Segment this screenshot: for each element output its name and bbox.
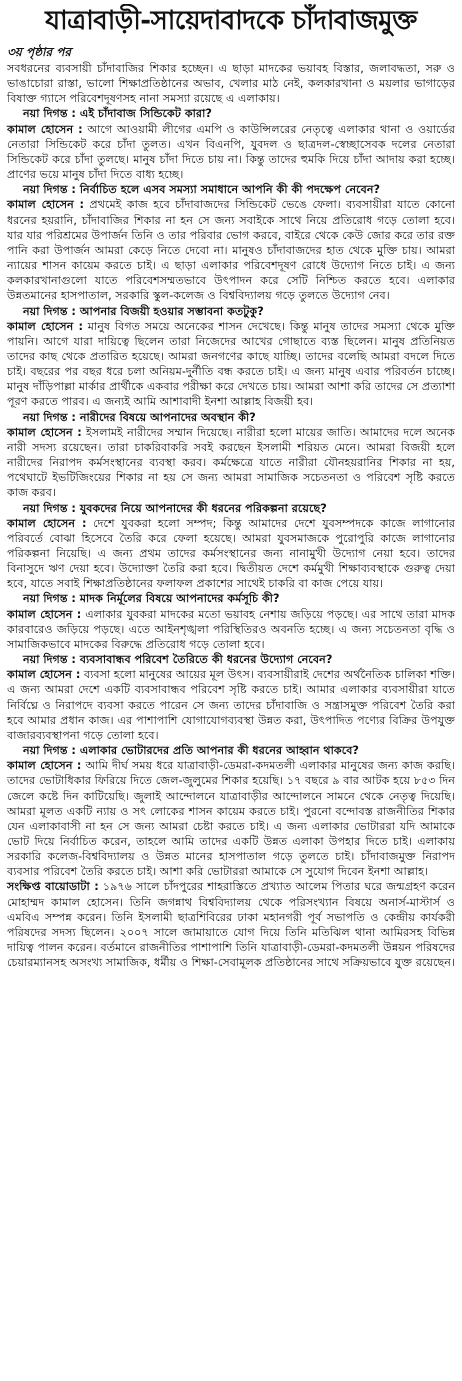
- answer-text: ইসলামই নারীদের সম্মান দিয়েছে। নারীরা হলো মায়ের জাতি। আমাদের দলে অনেক নারী সদস্য রয়েছেন। তারা চাকরিবাকরি সবই করছেন ইসলামী শরিয়ত মেনে। আমরা বিজয়ী হলে নারীদের নিরাপদ কর্মসংস্থানের ব্যবস্থা করব। কর্মক্ষেত্রে যাতে নারীরা যৌনহয়রানির শিকার না হয়, পথেঘাটে ইভটিজিংয়ের শিকার না হয় সে জন্য আমরা সামাজিক সচেতনতা ও পরিবেশ সৃষ্টি করতে কাজ করব।: [7, 425, 455, 500]
- speaker-label: সংক্ষিপ্ত বায়োডাটা :: [7, 880, 99, 894]
- question-text: যুবকদের নিয়ে আপনাদের কী ধরনের পরিকল্পনা রয়েছে?: [79, 501, 327, 515]
- speaker-label: নয়া দিগন্ত :: [23, 107, 76, 121]
- speaker-label: কামাল হোসেন :: [7, 759, 82, 773]
- intro-paragraph: সবধরনের ব্যবসায়ী চাঁদাবাজির শিকার হচ্ছেন। এ ছাড়া মাদকের ভয়াবহ বিস্তার, জলাবদ্ধতা, সরু ও ভাঙাচোরা রাস্তা, ভালো শিক্ষাপ্রতিষ্ঠানের অভাব, খেলার মাঠ নেই, কলকারখানা ও ময়লার ভাগাড়ের বিষাক্ত গ্যাসে পরিবেশদূষণসহ নানা সমস্যা রয়েছে এ এলাকায়।: [7, 62, 455, 106]
- speaker-label: কামাল হোসেন :: [7, 425, 82, 439]
- speaker-label: কামাল হোসেন :: [7, 122, 83, 136]
- answer-text: মানুষ বিগত সময়ে অনেকের শাসন দেখেছে। কিন্তু মানুষ তাদের সমস্যা থেকে মুক্তি পায়নি। আগে যারা দায়িত্বে ছিলেন তারা নিজেদের আখের গোছাতে ব্যস্ত ছিলেন। মানুষ প্রতিনিয়ত তাদের কাছ থেকে প্রতারিত হয়েছে। আমরা জনগণের কাছে যাচ্ছি। তাদের বলেছি আমরা বদলে দিতে চাই। বছরের পর বছর ধরে চলা অনিয়ম-দুর্নীতি বন্ধ করতে চাই। এ জন্য মানুষ এবার পরিবর্তন চাচ্ছে। মানুষ দাঁড়িপাল্লা মার্কার প্রার্থীকে একবার পরীক্ষা করে দেখতে চায়। আমরা আশা করি তাদের সে প্রত্যাশা পূরণ করতে পারব। এ জন্যই আমি আশাবাদী ইনশা আল্লাহ বিজয়ী হব।: [7, 319, 455, 409]
- question-text: এলাকার ভোটারদের প্রতি আপনার কী ধরনের আহ্বান থাকবে?: [79, 744, 359, 758]
- speaker-label: নয়া দিগন্ত :: [23, 653, 76, 667]
- speaker-label: কামাল হোসেন :: [7, 516, 87, 530]
- interview-question: [7, 501, 455, 516]
- answer-text: আমি দীর্ঘ সময় ধরে যাত্রাবাড়ী-ডেমরা-কদমতলী এলাকার মানুষের জন্য কাজ করছি। তাদের ভোটাধিকার ফিরিয়ে দিতে জেল-জুলুমের শিকার হয়েছি। ১৭ বছরে ৯ বার আটক হয়ে ৮৫৩ দিন জেলে কষ্টে দিন কাটিয়েছি। জুলাই আন্দোলনে যাত্রাবাড়ীর আন্দোলনে সামনে থেকে নেতৃত্ব দিয়েছি। আমরা মূলত একটি ন্যায় ও সৎ লোকের শাসন কায়েম করতে চাই। পুরনো বন্দোবস্ত রাজনীতির শিকার যেন এলাকাবাসী না হন সে জন্য আমরা চেষ্টা করতে চাই। এ জন্য এলাকার ভোটাররা যদি আমাকে ভোট দিয়ে নির্বাচিত করেন, তাহলে আমি তাদের একটি উন্নত এলাকা উপহার দিতে চাই। এলাকায় সরকারি কলেজ-বিশ্ববিদ্যালয় ও উন্নত মানের হাসপাতাল গড়ে তুলতে চাই। চাঁদাবাজমুক্ত নিরাপদ ব্যবসার পরিবেশ তৈরি করতে চাই। আশা করি ভোটাররা আমাকে সে সুযোগ দিবেন ইনশা আল্লাহ।: [7, 759, 455, 879]
- interview-answer: [7, 879, 455, 970]
- interview-list: [7, 106, 455, 970]
- interview-answer: [7, 516, 455, 592]
- interview-answer: [7, 607, 455, 652]
- speaker-label: নয়া দিগন্ত :: [23, 304, 76, 318]
- interview-question: [7, 652, 455, 667]
- interview-answer: [7, 197, 455, 303]
- speaker-label: কামাল হোসেন :: [7, 607, 82, 621]
- interview-question: [7, 304, 455, 319]
- interview-question: [7, 106, 455, 121]
- question-text: এই চাঁদাবাজ সিন্ডিকেট কারা?: [79, 107, 212, 121]
- continued-from-note: ৩য় পৃষ্ঠার পর: [7, 45, 72, 59]
- headline: যাত্রাবাড়ী-সায়েদাবাদকে চাঁদাবাজমুক্ত: [45, 6, 417, 36]
- answer-text: আগে আওয়ামী লীগের এমপি ও কাউন্সিলরের নেতৃত্বে এলাকার থানা ও ওয়ার্ডের নেতারা সিন্ডিকেট করে চাঁদা তুলত। এখন বিএনপি, যুবদল ও ছাত্রদল-স্বেচ্ছাসেবক দলের নেতারা সিন্ডিকেট করে চাঁদা তুলছে। মানুষ চাঁদা দিতে চায় না। কিন্তু তাদের হুমকি দিয়ে চাঁদা আদায় করা হচ্ছে। প্রাণের ভয়ে মানুষ চাঁদা দিতে বাধ্য হচ্ছে।: [7, 122, 455, 182]
- answer-text: ১৯৭৬ সালে চাঁদপুরের শাহরাস্তিতে প্রখ্যাত আলেম পিতার ঘরে জন্মগ্রহণ করেন মোহাম্মদ কামাল হোসেন। তিনি জগন্নাথ বিশ্ববিদ্যালয় থেকে পরিসংখ্যান বিষয়ে অনার্স-মাস্টার্স ও এমবিএ সম্পন্ন করেন। তিনি ইসলামী ছাত্রশিবিরের ঢাকা মহানগরী পূর্ব সভাপতি ও কেন্দ্রীয় কার্যকরী পরিষদের সদস্য ছিলেন। ২০০৭ সালে জামায়াতে যোগ দিয়ে তিনি মতিঝিল থানা আমিরসহ বিভিন্ন দায়িত্ব পালন করেন। বর্তমানে রাজনীতির পাশাপাশি তিনি যাত্রাবাড়ী-ডেমরা-কদমতলী উন্নয়ন পরিষদের চেয়ারম্যানসহ অসংখ্য সামাজিক, ধর্মীয় ও শিক্ষা-সেবামূলক প্রতিষ্ঠানের সাথে সক্রিয়ভাবে যুক্ত রয়েছেন।: [7, 880, 456, 970]
- interview-answer: [7, 425, 455, 501]
- answer-text: দেশে যুবকরা হলো সম্পদ; কিন্তু আমাদের দেশে যুবসম্পদকে কাজে লাগানোর পরিবর্তে বোঝা হিসেবে তৈরি করে ফেলা হয়েছে। আমরা যুবসমাজকে পুরোপুরি কাজে লাগানোর পরিকল্পনা নিয়েছি। এ জন্য প্রথম তাদের কর্মসংস্থানের জন্য নানামুখী উদ্যোগ নেয়া হবে। তাদের বিনাসুদে ঋণ দেয়া হবে। উদ্যোক্তা তৈরি করা হবে। দ্বিতীয়ত দেশে কর্মমুখী শিক্ষাব্যবস্থাকে গুরুত্ব দেয়া হবে, যাতে সবাই শিক্ষাপ্রতিষ্ঠানের ফলাফল প্রকাশের সাথেই চাকরি বা কাজ পেয়ে যায়।: [7, 516, 455, 591]
- speaker-label: কামাল হোসেন :: [7, 668, 81, 682]
- speaker-label: নয়া দিগন্ত :: [23, 183, 76, 197]
- speaker-label: নয়া দিগন্ত :: [23, 592, 76, 606]
- speaker-label: কামাল হোসেন :: [7, 198, 84, 212]
- interview-answer: [7, 667, 455, 743]
- question-text: নারীদের বিষয়ে আপনাদের অবস্থান কী?: [79, 410, 256, 424]
- article-body: [7, 61, 455, 970]
- answer-text: এলাকার যুবকরা মাদকের মতো ভয়াবহ নেশায় জড়িয়ে পড়ছে। এর সাথে তারা মাদক কারবারেও জড়িয়ে পড়ছে। এতে আইনশৃঙ্খলা পরিস্থিতিরও অবনতি হচ্ছে। এ জন্য সচেতনতা বৃদ্ধি ও সামাজিকভাবে মাদকের বিরুদ্ধে প্রতিরোধ গড়ে তোলা হবে।: [7, 607, 455, 651]
- interview-answer: [7, 758, 455, 879]
- answer-text: ব্যবসা হলো মানুষের আয়ের মূল উৎস। ব্যবসায়ীরাই দেশের অর্থনৈতিক চালিকা শক্তি। এ জন্য আমরা দেশে একটি ব্যবসাবান্ধব পরিবেশ সৃষ্টি করতে চাই। আমার এলাকার ব্যবসায়ীরা যাতে নির্বিঘ্নে ও নিরাপদে ব্যবসা করতে পারেন সে জন্য তাদের চাঁদাবাজি ও সন্ত্রাসমুক্ত পরিবেশ তৈরি করা হবে আমার প্রধান কাজ। এর পাশাপাশি যোগাযোগব্যবস্থা উন্নত করা, উৎপাদিত পণ্যের বিক্রির উপযুক্ত বাজারব্যবস্থাপনা গড়ে তোলা হবে।: [7, 668, 455, 742]
- speaker-label: কামাল হোসেন :: [7, 319, 83, 333]
- speaker-label: নয়া দিগন্ত :: [23, 501, 76, 515]
- interview-answer: [7, 122, 455, 183]
- interview-answer: [7, 319, 455, 410]
- speaker-label: নয়া দিগন্ত :: [23, 744, 76, 758]
- question-text: ব্যবসাবান্ধব পরিবেশ তৈরিতে কী ধরনের উদ্যোগ নেবেন?: [79, 653, 333, 667]
- interview-question: [7, 591, 455, 606]
- speaker-label: নয়া দিগন্ত :: [23, 410, 76, 424]
- interview-question: [7, 410, 455, 425]
- interview-question: [7, 743, 455, 758]
- interview-question: [7, 182, 455, 197]
- question-text: নির্বাচিত হলে এসব সমস্যা সমাধানে আপনি কী কী পদক্ষেপ নেবেন?: [79, 183, 381, 197]
- question-text: মাদক নির্মূলের বিষয়ে আপনাদের কর্মসূচি কী?: [79, 592, 280, 606]
- answer-text: প্রথমেই কাজ হবে চাঁদাবাজদের সিন্ডিকেট ভেঙে ফেলা। ব্যবসায়ীরা যাতে কোনো ধরনের হয়রানি, চাঁদাবাজির শিকার না হন সে জন্য সবাইকে সাথে নিয়ে প্রতিরোধ গড়ে তোলা হবে। যার যার পরিশ্রমের উপার্জন তিনি ও তার পরিবার ভোগ করবে, বাইরে থেকে কেউ জোর করে তার রক্ত পানি করা উপার্জন আমরা কেড়ে নিতে দেবো না। মানুষও চাঁদাবাজদের হাত থেকে মুক্তি চায়। আমরা ন্যায়ের শাসন কায়েম করতে চাই। এ ছাড়া এলাকার পরিবেশদূষণ রোধে উদ্যোগ নিতে চাই। এ জন্য কলকারখানাগুলো যাতে পরিবেশসম্মতভাবে উৎপাদন করে সেটি নিশ্চিত করতে হবে। এলাকার উন্নতমানের হাসপাতাল, সরকারি স্কুল-কলেজ ও বিশ্ববিদ্যালয় গড়ে তুলতে উদ্যোগ নেব।: [7, 198, 456, 303]
- question-text: আপনার বিজয়ী হওয়ার সম্ভাবনা কতটুকু?: [79, 304, 264, 318]
